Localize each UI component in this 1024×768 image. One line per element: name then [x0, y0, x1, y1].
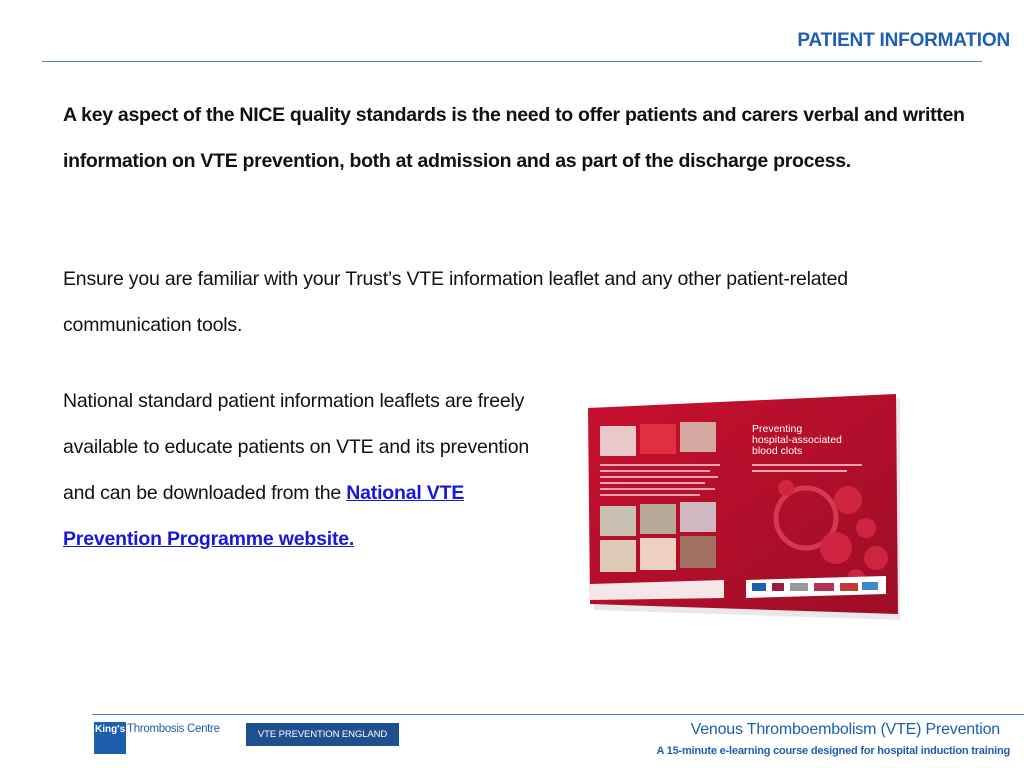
vte-programme-link[interactable]: National VTE Prevention Programme website. [63, 482, 465, 550]
logo-text: Thrombosis Centre [127, 723, 220, 735]
header-divider [42, 61, 982, 62]
vte-prevention-england-badge: VTE PREVENTION ENGLAND [246, 723, 399, 746]
page-title: PATIENT INFORMATION [797, 30, 1010, 51]
course-title: Venous Thromboembolism (VTE) Prevention [690, 721, 1000, 738]
leaflets-paragraph [63, 378, 533, 562]
leaflet-heading: Preventing hospital-associated blood clots [752, 423, 842, 457]
kings-thrombosis-logo [94, 722, 220, 754]
logo-mark: King's [94, 722, 126, 754]
leaflet-cover-image [586, 388, 902, 620]
intro-paragraph: A key aspect of the NICE quality standards is the need to offer patients and carers verbal and written information on VTE prevention, both at admission and as part of the discharge process. [63, 104, 965, 172]
footer-divider [92, 714, 1024, 715]
leaflets-text: National standard patient information leaflets are freely available to educate patients on VTE and its prevention and can be downloaded from the [63, 390, 529, 504]
familiar-paragraph: Ensure you are familiar with your Trust’s VTE information leaflet and any other patient-related communication tools. [63, 268, 848, 336]
course-subtitle: A 15-minute e-learning course designed for hospital induction training [656, 745, 1010, 757]
